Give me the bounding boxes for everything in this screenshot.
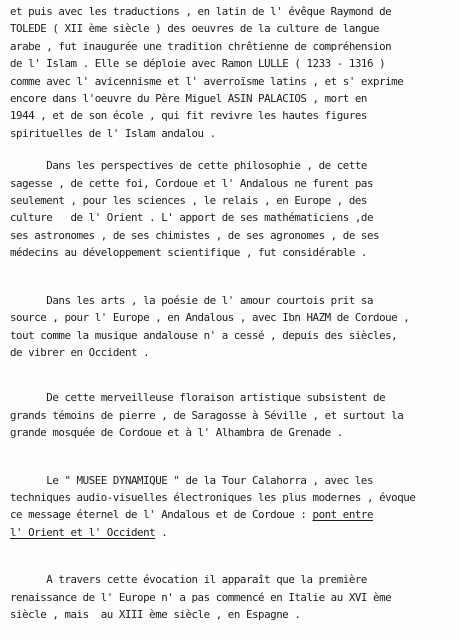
- text-line: ses astronomes , de ses chimistes , de ses agronomes , de ses: [10, 228, 380, 242]
- text-line: de vibrer en Occident .: [10, 345, 150, 359]
- text-line: Le " MUSEE DYNAMIQUE " de la Tour Calahorra , avec les: [10, 473, 374, 487]
- paragraph-4: [10, 389, 450, 441]
- text-line: comme avec l' avicennisme et l' averroïsme latins , et s' exprime: [10, 74, 404, 88]
- text-line: arabe , fut inaugurée une tradition chrêtienne de compréhension: [10, 39, 392, 53]
- underlined-phrase: pont entre: [312, 508, 374, 522]
- text-segment: .: [155, 525, 168, 539]
- text-line: grands témoins de pierre , de Saragosse à Séville , et surtout la: [10, 408, 404, 422]
- underlined-phrase: l' Orient et l' Occident: [10, 525, 156, 539]
- text-line: [10, 506, 450, 523]
- paragraph-3: [10, 292, 450, 362]
- paragraph-5: [10, 472, 450, 542]
- text-line: et puis avec les traductions , en latin de l' évêque Raymond de: [10, 5, 392, 18]
- text-line: A travers cette évocation il apparaît que la première: [10, 573, 367, 587]
- text-line: renaissance de l' Europe n' a pas commencé en Italie au XVI ème: [10, 590, 392, 604]
- paragraph-6: [10, 571, 450, 623]
- text-line: TOLEDE ( XII ème siècle ) des oeuvres de la culture de langue: [10, 22, 380, 36]
- text-line: Dans les perspectives de cette philosophie , de cette: [10, 159, 367, 173]
- text-line: Dans les arts , la poésie de l' amour courtois prit sa: [10, 293, 374, 307]
- text-line: grande mosquée de Cordoue et à l' Alhambra de Grenade .: [10, 426, 343, 440]
- text-line: sagesse , de cette foi, Cordoue et l' Andalous ne furent pas: [10, 176, 374, 190]
- text-line: médecins au développement scientifique , fut considérable .: [10, 246, 367, 260]
- text-line: seulement , pour les sciences , le relais , en Europe , des: [10, 194, 367, 208]
- text-line: De cette merveilleuse floraison artistique subsistent de: [10, 391, 386, 405]
- text-line: spirituelles de l' Islam andalou .: [10, 126, 216, 140]
- paragraph-1: [10, 3, 450, 142]
- text-line: 1944 , et de son école , qui fit revivre les hautes figures: [10, 109, 367, 123]
- text-line: techniques audio-visuelles électroniques les plus modernes , évoque: [10, 490, 416, 504]
- paragraph-2: [10, 157, 450, 261]
- text-segment: ce message éternel de l' Andalous et de Cordoue :: [10, 508, 313, 522]
- text-line: de l' Islam . Elle se déploie avec Ramon LULLE ( 1233 - 1316 ): [10, 57, 386, 71]
- text-line: culture de l' Orient . L' apport de ses mathématiciens ,de: [10, 211, 374, 225]
- text-line: tout comme la musique andalouse n' a cessé , depuis des siècles,: [10, 328, 398, 342]
- text-line: [10, 524, 450, 541]
- text-line: siècle , mais au XIII ème siècle , en Espagne .: [10, 607, 301, 621]
- text-line: encore dans l'oeuvre du Père Miguel ASIN PALACIOS , mort en: [10, 92, 367, 106]
- text-line: source , pour l' Europe , en Andalous , avec Ibn HAZM de Cordoue ,: [10, 311, 410, 325]
